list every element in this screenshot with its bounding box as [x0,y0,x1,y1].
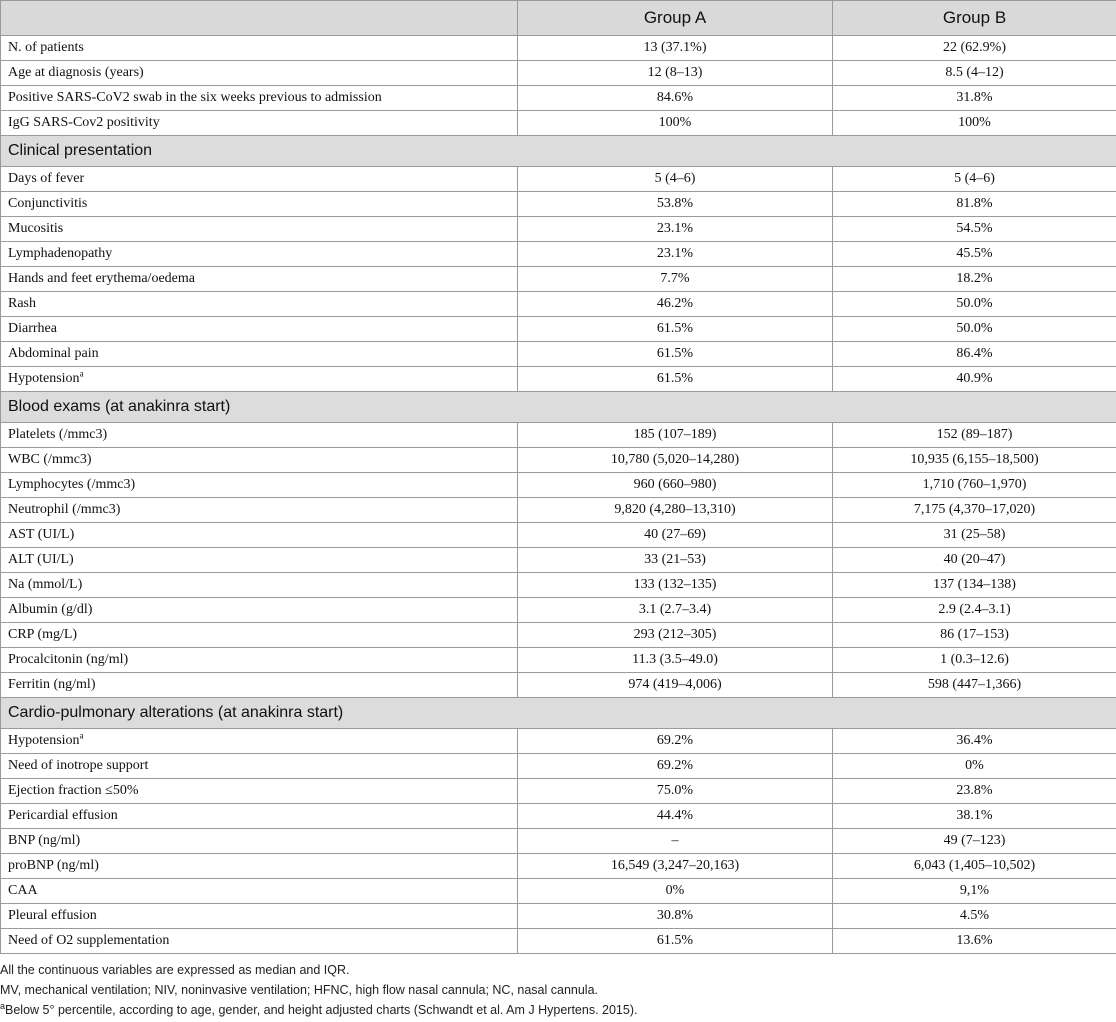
group-a-value: 23.1% [518,217,833,242]
group-a-value: 44.4% [518,804,833,829]
group-a-value: 12 (8–13) [518,61,833,86]
group-a-value: 69.2% [518,754,833,779]
row-label [1,498,518,523]
group-b-value: 1 (0.3–12.6) [833,648,1116,673]
group-b-value: 18.2% [833,267,1116,292]
row-label-text: Hands and feet erythema/oedema [8,271,195,286]
group-b-value: 0% [833,754,1116,779]
row-label [1,111,518,136]
table-row [1,192,1116,217]
group-b-value: 22 (62.9%) [833,36,1116,61]
row-label [1,423,518,448]
group-a-value: 960 (660–980) [518,473,833,498]
row-label [1,598,518,623]
row-label [1,86,518,111]
group-b-value: 45.5% [833,242,1116,267]
row-label [1,648,518,673]
group-a-value: 7.7% [518,267,833,292]
group-b-value: 4.5% [833,904,1116,929]
row-label-text: ALT (UI/L) [8,552,74,567]
table-row [1,292,1116,317]
row-label [1,292,518,317]
header-group-b: Group B [833,1,1116,36]
row-label [1,829,518,854]
row-label-text: Positive SARS-CoV2 swab in the six weeks previous to admission [8,90,382,105]
footnotes [0,960,1116,1020]
table-row [1,673,1116,698]
group-b-value: 598 (447–1,366) [833,673,1116,698]
header-blank [1,1,518,36]
section-header-row [1,136,1116,167]
table-row [1,242,1116,267]
table-row [1,317,1116,342]
table-row [1,473,1116,498]
group-a-value: 23.1% [518,242,833,267]
group-a-value: 61.5% [518,367,833,392]
row-label [1,217,518,242]
row-label [1,523,518,548]
group-b-value: 40 (20–47) [833,548,1116,573]
row-label-text: Procalcitonin (ng/ml) [8,652,129,667]
row-label-text: Lymphocytes (/mmc3) [8,477,136,492]
table-row [1,36,1116,61]
group-a-value: 5 (4–6) [518,167,833,192]
group-b-value: 31 (25–58) [833,523,1116,548]
row-label-text: AST (UI/L) [8,527,75,542]
header-group-a: Group A [518,1,833,36]
group-b-value: 36.4% [833,729,1116,754]
table-row [1,573,1116,598]
row-label-text: Days of fever [8,171,85,186]
row-label-text: Albumin (g/dl) [8,602,93,617]
group-b-value: 9,1% [833,879,1116,904]
group-b-value: 1,710 (760–1,970) [833,473,1116,498]
table-row [1,754,1116,779]
group-a-value: 53.8% [518,192,833,217]
group-a-value: 69.2% [518,729,833,754]
group-b-value: 8.5 (4–12) [833,61,1116,86]
row-label-text: Need of O2 supplementation [8,933,170,948]
group-b-value: 54.5% [833,217,1116,242]
group-a-value: 61.5% [518,929,833,954]
row-label-text: Neutrophil (/mmc3) [8,502,121,517]
row-label [1,904,518,929]
row-label-text: Abdominal pain [8,346,99,361]
row-label-text: Pleural effusion [8,908,97,923]
group-b-value: 38.1% [833,804,1116,829]
group-b-value: 49 (7–123) [833,829,1116,854]
row-label-text: BNP (ng/ml) [8,833,81,848]
row-label [1,473,518,498]
section-header-row [1,392,1116,423]
group-b-value: 7,175 (4,370–17,020) [833,498,1116,523]
group-a-value: 75.0% [518,779,833,804]
row-label-text: Hypotension [8,371,80,386]
row-label [1,342,518,367]
group-a-value: 30.8% [518,904,833,929]
table-row [1,167,1116,192]
table-row [1,86,1116,111]
footnote-marker: a [79,368,84,379]
row-label [1,548,518,573]
row-label [1,367,518,392]
table-row [1,854,1116,879]
group-b-value: 10,935 (6,155–18,500) [833,448,1116,473]
group-a-value: 13 (37.1%) [518,36,833,61]
group-a-value: 9,820 (4,280–13,310) [518,498,833,523]
table-row [1,342,1116,367]
row-label [1,192,518,217]
section-title: Clinical presentation [1,136,1116,167]
group-a-value: – [518,829,833,854]
footnote-1: All the continuous variables are expressed as median and IQR. [0,963,350,977]
row-label-text: CRP (mg/L) [8,627,78,642]
table-row [1,648,1116,673]
table-row [1,804,1116,829]
row-label-text: Mucositis [8,221,64,236]
table-row [1,904,1116,929]
row-label [1,448,518,473]
row-label [1,242,518,267]
group-b-value: 40.9% [833,367,1116,392]
row-label-text: CAA [8,883,38,898]
table-row [1,779,1116,804]
group-b-value: 6,043 (1,405–10,502) [833,854,1116,879]
table-row [1,367,1116,392]
group-a-value: 40 (27–69) [518,523,833,548]
row-label [1,854,518,879]
table-row [1,111,1116,136]
group-b-value: 86.4% [833,342,1116,367]
group-a-value: 0% [518,879,833,904]
group-b-value: 137 (134–138) [833,573,1116,598]
table-row [1,423,1116,448]
row-label-text: Ejection fraction ≤50% [8,783,139,798]
row-label [1,879,518,904]
section-title: Blood exams (at anakinra start) [1,392,1116,423]
row-label [1,317,518,342]
row-label-text: Diarrhea [8,321,57,336]
group-a-value: 33 (21–53) [518,548,833,573]
group-b-value: 50.0% [833,317,1116,342]
group-a-value: 46.2% [518,292,833,317]
group-a-value: 293 (212–305) [518,623,833,648]
row-label-text: proBNP (ng/ml) [8,858,99,873]
table-body [1,36,1116,954]
table-row [1,598,1116,623]
group-a-value: 133 (132–135) [518,573,833,598]
footnote-2: MV, mechanical ventilation; NIV, noninvasive ventilation; HFNC, high flow nasal cannula; NC, nasal cannula. [0,983,599,997]
table-row [1,448,1116,473]
section-header-row [1,698,1116,729]
group-a-value: 100% [518,111,833,136]
table-row [1,929,1116,954]
group-b-value: 13.6% [833,929,1116,954]
group-b-value: 23.8% [833,779,1116,804]
table-row [1,729,1116,754]
row-label-text: Na (mmol/L) [8,577,83,592]
group-b-value: 81.8% [833,192,1116,217]
row-label [1,61,518,86]
row-label-text: WBC (/mmc3) [8,452,92,467]
row-label-text: Need of inotrope support [8,758,149,773]
table-row [1,267,1116,292]
group-a-value: 974 (419–4,006) [518,673,833,698]
footnote-marker: a [0,1000,6,1011]
row-label-text: IgG SARS-Cov2 positivity [8,115,160,130]
header-row [1,1,1116,36]
row-label-text: Pericardial effusion [8,808,118,823]
group-b-value: 31.8% [833,86,1116,111]
table-row [1,61,1116,86]
row-label [1,573,518,598]
row-label [1,267,518,292]
table-row [1,523,1116,548]
row-label [1,754,518,779]
footnote-3 [0,1000,1116,1020]
group-b-value: 86 (17–153) [833,623,1116,648]
group-a-value: 16,549 (3,247–20,163) [518,854,833,879]
row-label-text: Ferritin (ng/ml) [8,677,96,692]
footnote-marker: a [79,730,84,741]
group-a-value: 61.5% [518,342,833,367]
group-a-value: 185 (107–189) [518,423,833,448]
row-label-text: Lymphadenopathy [8,246,113,261]
table-row [1,879,1116,904]
row-label-text: Hypotension [8,733,80,748]
group-a-value: 84.6% [518,86,833,111]
section-title: Cardio-pulmonary alterations (at anakinra start) [1,698,1116,729]
row-label [1,779,518,804]
table-row [1,217,1116,242]
row-label [1,729,518,754]
group-b-value: 100% [833,111,1116,136]
group-a-value: 61.5% [518,317,833,342]
row-label-text: Platelets (/mmc3) [8,427,108,442]
table-row [1,829,1116,854]
table-row [1,498,1116,523]
row-label [1,804,518,829]
group-a-value: 10,780 (5,020–14,280) [518,448,833,473]
table-row [1,623,1116,648]
row-label [1,623,518,648]
row-label [1,167,518,192]
group-b-value: 50.0% [833,292,1116,317]
row-label-text: Age at diagnosis (years) [8,65,144,80]
row-label-text: N. of patients [8,40,84,55]
group-a-value: 11.3 (3.5–49.0) [518,648,833,673]
group-a-value: 3.1 (2.7–3.4) [518,598,833,623]
row-label-text: Rash [8,296,36,311]
row-label-text: Conjunctivitis [8,196,88,211]
table-row [1,548,1116,573]
row-label [1,673,518,698]
footnote-3-text: Below 5° percentile, according to age, gender, and height adjusted charts (Schwandt et al. Am J Hypertens. 2015). [5,1003,638,1017]
row-label [1,36,518,61]
group-b-value: 5 (4–6) [833,167,1116,192]
row-label [1,929,518,954]
group-b-value: 152 (89–187) [833,423,1116,448]
group-b-value: 2.9 (2.4–3.1) [833,598,1116,623]
